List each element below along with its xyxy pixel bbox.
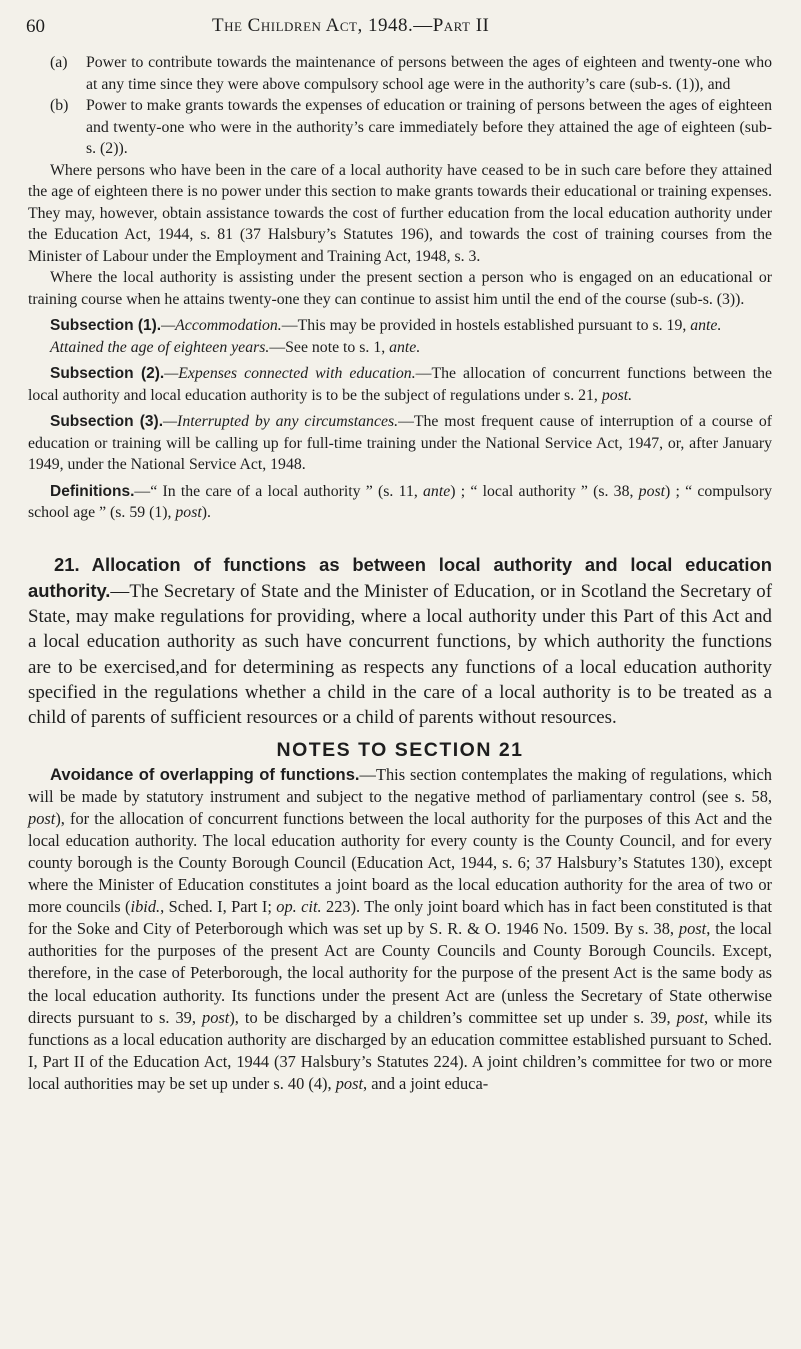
- note-ref: op. cit.: [276, 897, 322, 917]
- section-21: [28, 552, 772, 731]
- note-ref: ante.: [690, 317, 722, 334]
- note-ref: post.: [601, 386, 633, 404]
- note-avoidance-overlapping: [28, 764, 772, 1095]
- page-number: 60: [26, 16, 45, 37]
- note-title: —Accommodation.: [161, 317, 282, 334]
- note-definitions: [28, 481, 772, 524]
- note-text: , Sched. I, Part I;: [160, 897, 277, 917]
- note-text: ) ; “ local authority ” (s. 38,: [450, 482, 639, 500]
- note-text: , the local authorities for the purposes of the present Act are County Councils and County Borough Councils. Except, therefore, in the case of Peterborough, the local authority for the purpose of the present Act is the same body as the local education authority. Its functions under the present Act are (unless the Secretary of State otherwise directs pursuant to s. 39,: [28, 919, 772, 1027]
- note-ref: post: [202, 1007, 230, 1027]
- note-text: ), for the allocation of concurrent functions between the local authority for the purposes of this Act and the local education authority. The local education authority for every county is the County Council, and for every county borough is the County Borough Council (Education Act, 1944, s. 6; 37 Halsbury’s Statutes 130), except where the Minister of Education constitutes a joint board as the local education authority for the area of two or more councils (: [28, 808, 772, 917]
- note-text: —The allocation of concurrent functions between the local authority and local education authority is to be the subject of regulations under s. 21,: [28, 365, 772, 404]
- note-ref: post: [678, 919, 707, 939]
- page-body: [28, 52, 772, 1095]
- note-text: ), to be discharged by a children’s committee set up under s. 39,: [229, 1007, 677, 1027]
- list-text: Power to make grants towards the expenses of education or training of persons between the ages of eighteen and twenty-one who were in the authority’s care immediately before they attained the age of eighteen (sub-s. (2)).: [86, 97, 772, 157]
- note-title: —Expenses connected with education.: [164, 365, 416, 382]
- note-text: —“ In the care of a local authority ” (s. 11,: [134, 482, 424, 500]
- note-ref: ibid.: [130, 897, 161, 917]
- note-text: —See note to s. 1,: [269, 338, 390, 356]
- note-text: ) ; “ compulsory school age ” (s. 59 (1),: [28, 482, 772, 521]
- note-title: —Interrupted by any circumstances.: [163, 413, 399, 430]
- list-item-b: [28, 95, 772, 160]
- note-ref: post: [638, 482, 666, 500]
- note-ref: ante: [423, 482, 451, 500]
- note-text: —This section contemplates the making of regulations, which will be made by statutory instrument and subject to the negative method of parliamentary control (see s. 58,: [28, 764, 772, 806]
- notes-heading: NOTES TO SECTION 21: [276, 738, 524, 761]
- list-marker: (b): [50, 97, 69, 114]
- list-text: Power to contribute towards the maintenance of persons between the ages of eighteen and twenty-one who at any time since they were above compulsory school age were in the authority’s care (sub-s. (1)), and: [86, 54, 772, 93]
- note-ref: post: [335, 1073, 364, 1093]
- note-text: , while its functions as a local education authority are discharged by an education committee established pursuant to Sched. I, Part II of the Education Act, 1944 (37 Halsbury’s Statutes 224). A joint children’s committee for two or more local authorities may be set up under s. 40 (4),: [28, 1007, 773, 1093]
- note-text: 223). The only joint board which has in fact been constituted is that for the Soke and City of Peterborough which was set up by S. R. & O. 1946 No. 1509. By s. 38,: [28, 897, 772, 939]
- list-marker: (a): [50, 54, 68, 71]
- note-text: ).: [201, 504, 211, 521]
- running-head: [26, 12, 771, 38]
- note-subsection-1: [28, 315, 772, 337]
- note-ref: post: [175, 504, 202, 521]
- note-ref: post: [28, 808, 56, 828]
- note-subsection-2: [28, 363, 772, 406]
- note-attained-age: [28, 337, 772, 359]
- note-text: , and a joint educa-: [363, 1073, 489, 1093]
- note-text: —The most frequent cause of interruption of a course of education or training will be calling up for full-time training under the National Service Act, 1947, or, after January 1949, under the National Service Act, 1948.: [28, 413, 772, 473]
- section-heading: 21. Allocation of functions as between local authority and local education authority.: [28, 553, 772, 601]
- note-ref: ante.: [389, 338, 421, 356]
- paragraph-assisting: Where the local authority is assisting under the present section a person who is engaged on an educational or training course when he attains twenty-one they can continue to assist him until the end of the course (sub-s. (3)).: [28, 269, 772, 308]
- note-subsection-3: [28, 411, 772, 476]
- paragraph-no-power: Where persons who have been in the care of a local authority have ceased to be in such care before they attained the age of eighteen there is no power under this section to make grants towards their educational or training expenses. They may, however, obtain assistance towards the cost of further education from the local education authority under the Education Act, 1944, s. 81 (37 Halsbury’s Statutes 196), and towards the cost of training courses from the Minister of Labour under the Employment and Training Act, 1948, s. 3.: [28, 161, 772, 265]
- list-item-a: [28, 52, 772, 95]
- note-heading: Subsection (2).: [50, 365, 165, 382]
- note-ref: post: [676, 1007, 704, 1027]
- note-heading: Avoidance of overlapping of functions.: [50, 764, 360, 784]
- running-title: The Children Act, 1948.—Part II: [212, 15, 490, 36]
- note-text: —This may be provided in hostels established pursuant to s. 19,: [281, 317, 691, 334]
- note-heading: Definitions.: [50, 482, 135, 500]
- note-heading: Subsection (3).: [50, 413, 164, 430]
- note-title: Attained the age of eighteen years.: [50, 338, 270, 356]
- note-heading: Subsection (1).: [50, 317, 162, 334]
- section-text: —The Secretary of State and the Minister of Education, or in Scotland the Secretary of State, may make regulations for providing, where a local authority under this Part of this Act and a local education authority as such have concurrent functions, by which authority the functions are to be exercised,and for determining as respects any functions of a local education authority specified in the regulations whether a child in the care of a local authority is to be treated as a child of parents of sufficient resources or a child of parents without resources.: [28, 580, 772, 729]
